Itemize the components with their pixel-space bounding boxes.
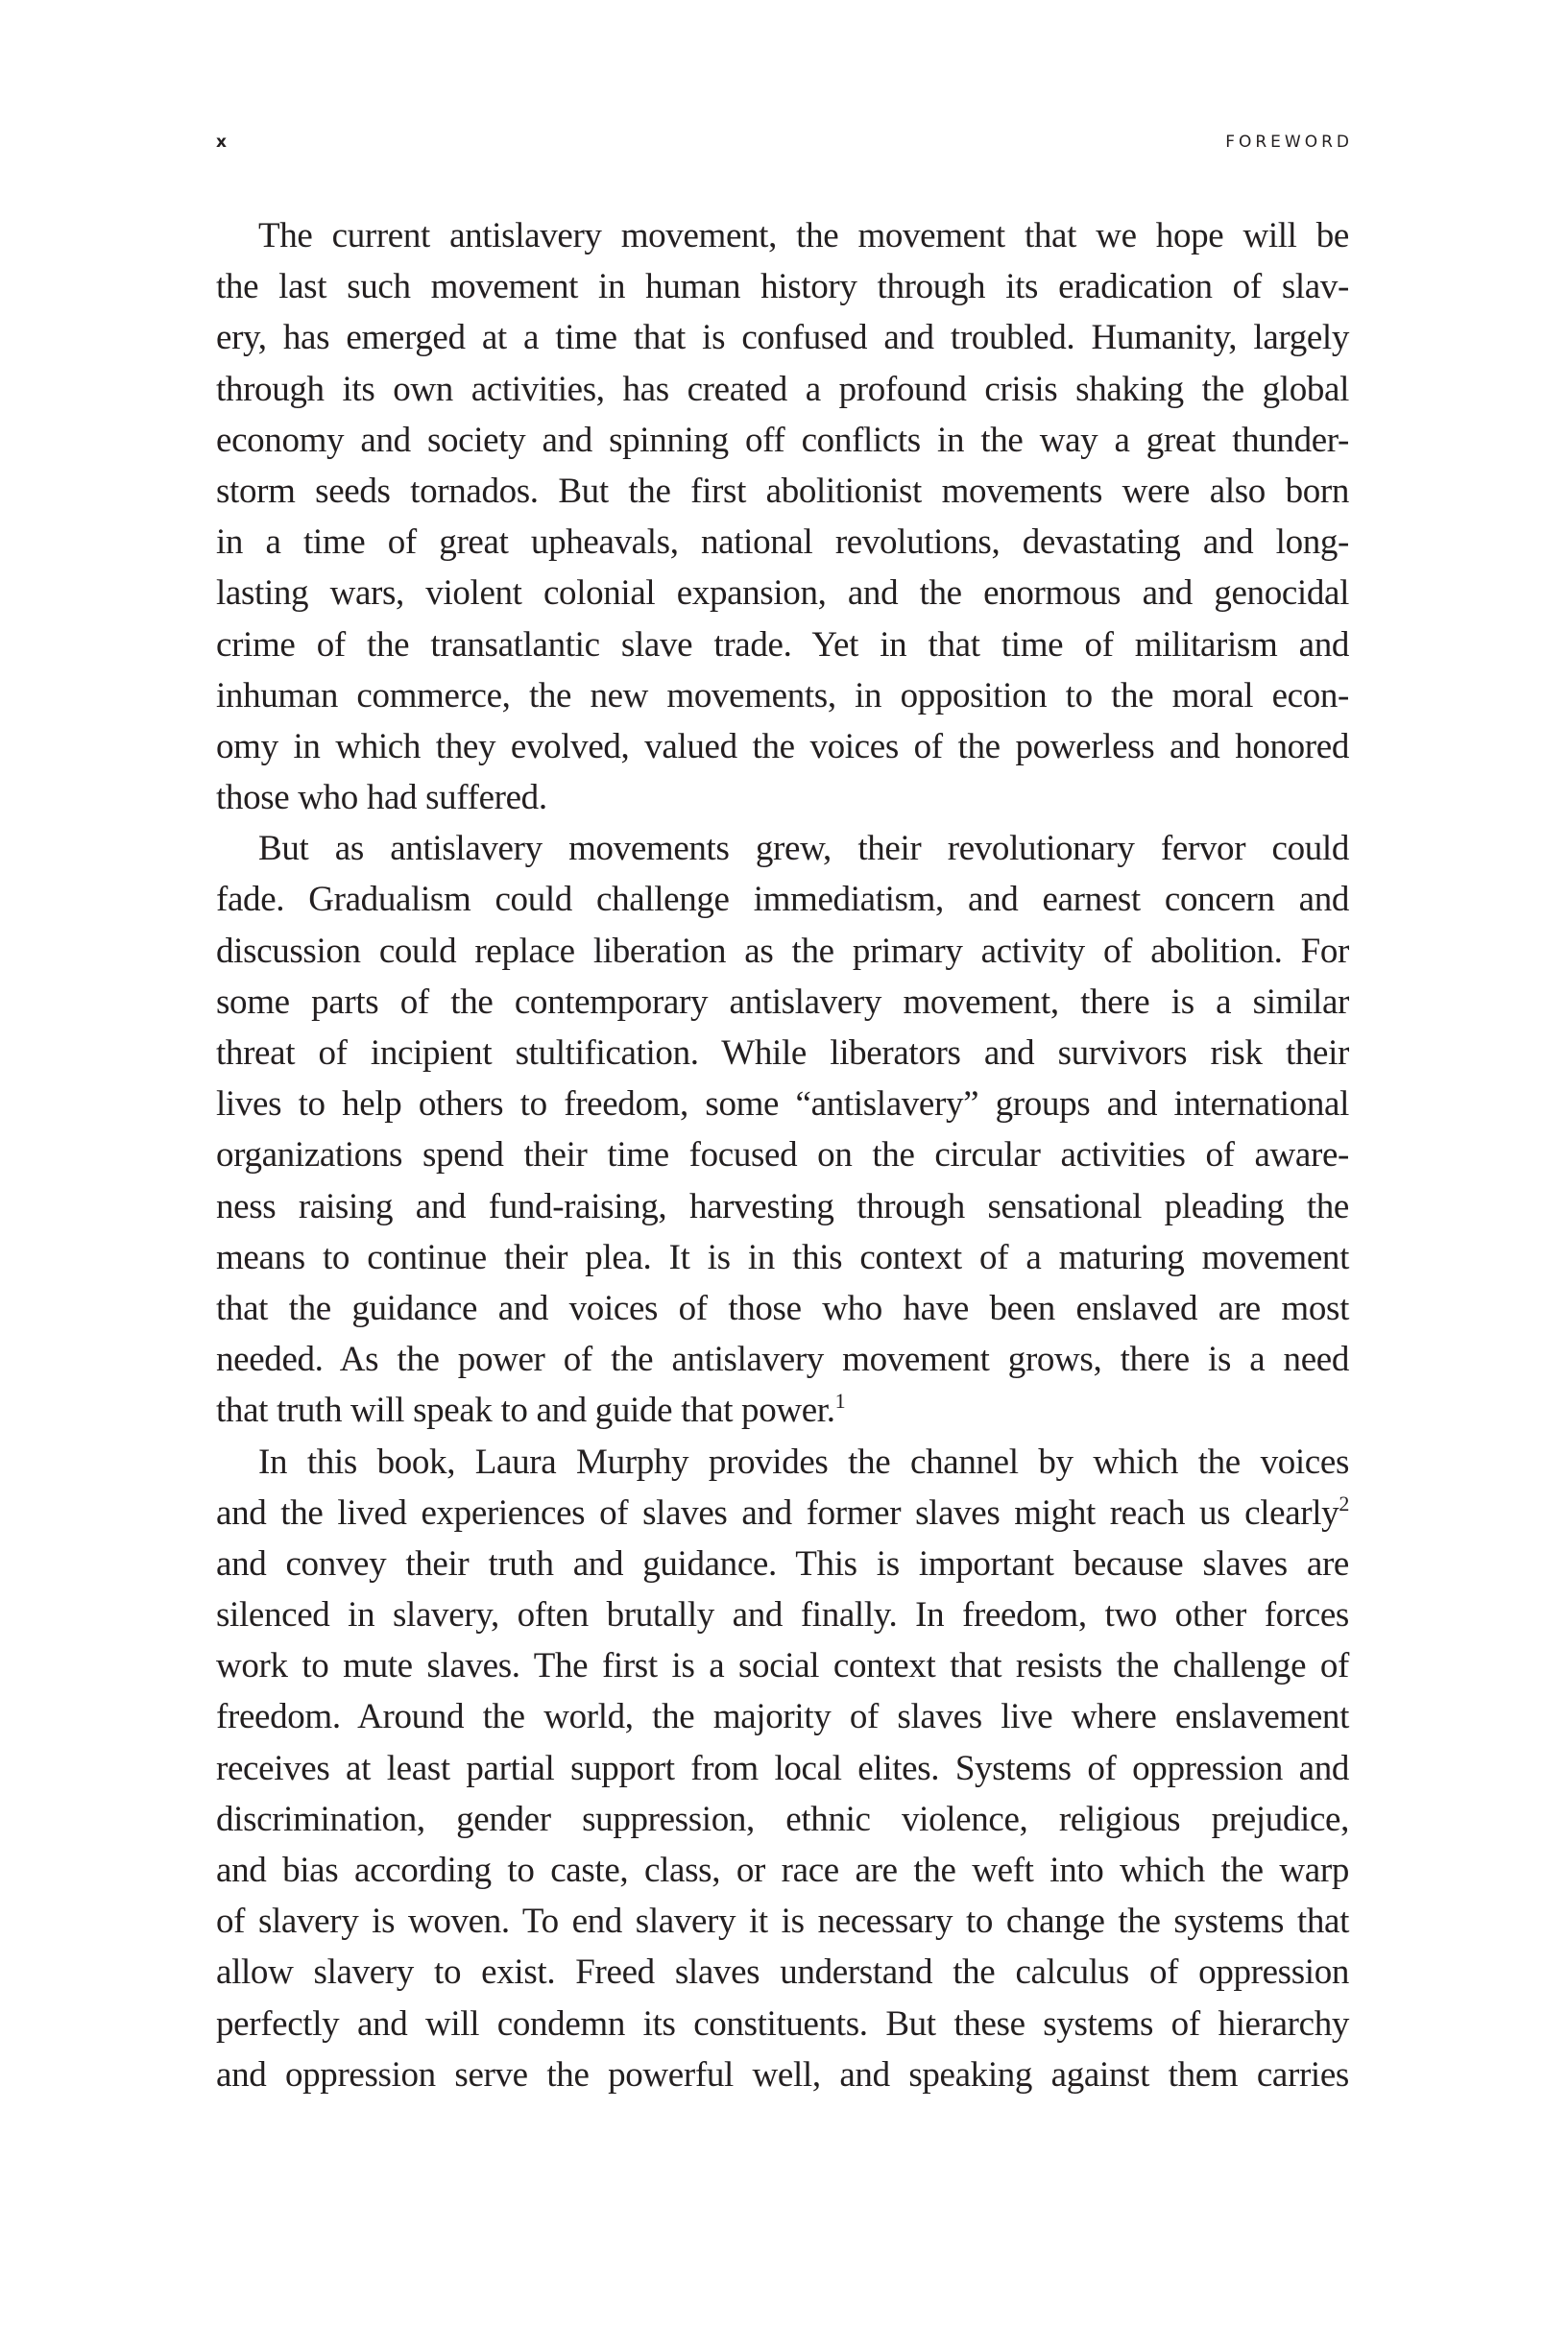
text-line: lasting wars, violent colonial expansion, and the enormous and genocidal xyxy=(216,573,1349,614)
text-line: discussion could replace liberation as the primary activity of abolition. For xyxy=(216,931,1349,971)
text-line: storm seeds tornados. But the first abolitionist movements were also born xyxy=(216,471,1349,511)
text-line: ery, has emerged at a time that is confused and troubled. Humanity, largely xyxy=(216,318,1349,358)
text-line: means to continue their plea. It is in this context of a maturing movement xyxy=(216,1237,1349,1277)
body-text xyxy=(216,210,1349,2100)
text-line: and oppression serve the powerful well, and speaking against them carries xyxy=(216,2054,1349,2095)
footnote-reference-1[interactable]: 1 xyxy=(834,1389,846,1414)
text-line: some parts of the contemporary antislavery movement, there is a similar xyxy=(216,982,1349,1022)
text-line: But as antislavery movements grew, their revolutionary fervor could xyxy=(258,829,1349,869)
text-line: inhuman commerce, the new movements, in opposition to the moral econ- xyxy=(216,675,1349,715)
text-line xyxy=(216,1488,1349,1539)
text-line: ness raising and fund-raising, harvesting through sensational pleading the xyxy=(216,1186,1349,1226)
text-line: of slavery is woven. To end slavery it is necessary to change the systems that xyxy=(216,1902,1349,1942)
text-line: threat of incipient stultification. While liberators and survivors risk their xyxy=(216,1033,1349,1073)
text-line: and bias according to caste, class, or race are the weft into which the warp xyxy=(216,1851,1349,1890)
text-line: crime of the transatlantic slave trade. Yet in that time of militarism and xyxy=(216,624,1349,665)
text-line: perfectly and will condemn its constituents. But these systems of hierarchy xyxy=(216,2003,1349,2044)
text-line-content: and the lived experiences of slaves and former slaves might reach us clearly xyxy=(216,1492,1339,1533)
text-line: freedom. Around the world, the majority of slaves live where enslavement xyxy=(216,1697,1349,1737)
text-line: The current antislavery movement, the movement that we hope will be xyxy=(258,216,1349,255)
paragraph-1 xyxy=(216,210,1349,823)
text-line: and convey their truth and guidance. This is important because slaves are xyxy=(216,1543,1349,1584)
text-line: needed. As the power of the antislavery movement grows, there is a need xyxy=(216,1340,1349,1380)
text-line: In this book, Laura Murphy provides the channel by which the voices xyxy=(258,1442,1349,1482)
text-line: that the guidance and voices of those who have been enslaved are most xyxy=(216,1288,1349,1328)
text-line: the last such movement in human history through its eradication of slav- xyxy=(216,267,1349,307)
text-line: organizations spend their time focused on the circular activities of aware- xyxy=(216,1135,1349,1176)
text-line: fade. Gradualism could challenge immediatism, and earnest concern and xyxy=(216,880,1349,920)
text-line-content: that truth will speak to and guide that power. xyxy=(216,1391,835,1431)
text-line: silenced in slavery, often brutally and finally. In freedom, two other forces xyxy=(216,1595,1349,1636)
text-line: work to mute slaves. The first is a social context that resists the challenge of xyxy=(216,1646,1349,1686)
footnote-reference-2[interactable]: 2 xyxy=(1339,1491,1349,1515)
text-line: those who had suffered. xyxy=(216,778,547,818)
text-line: allow slavery to exist. Freed slaves understand the calculus of oppression xyxy=(216,1952,1349,1993)
text-line: in a time of great upheavals, national revolutions, devastating and long- xyxy=(216,522,1349,563)
running-head xyxy=(216,133,1353,161)
text-line: economy and society and spinning off conflicts in the way a great thunder- xyxy=(216,420,1349,460)
text-line: lives to help others to freedom, some “antislavery” groups and international xyxy=(216,1084,1349,1125)
text-line xyxy=(216,1385,1349,1436)
section-title: FOREWORD xyxy=(1225,133,1353,152)
text-line: through its own activities, has created a profound crisis shaking the global xyxy=(216,369,1349,409)
text-line: omy in which they evolved, valued the voices of the powerless and honored xyxy=(216,726,1349,766)
paragraph-2 xyxy=(216,823,1349,1436)
text-line: receives at least partial support from local elites. Systems of oppression and xyxy=(216,1748,1349,1788)
page-number: x xyxy=(216,133,227,152)
text-line: discrimination, gender suppression, ethnic violence, religious prejudice, xyxy=(216,1799,1349,1839)
paragraph-3 xyxy=(216,1437,1349,2100)
